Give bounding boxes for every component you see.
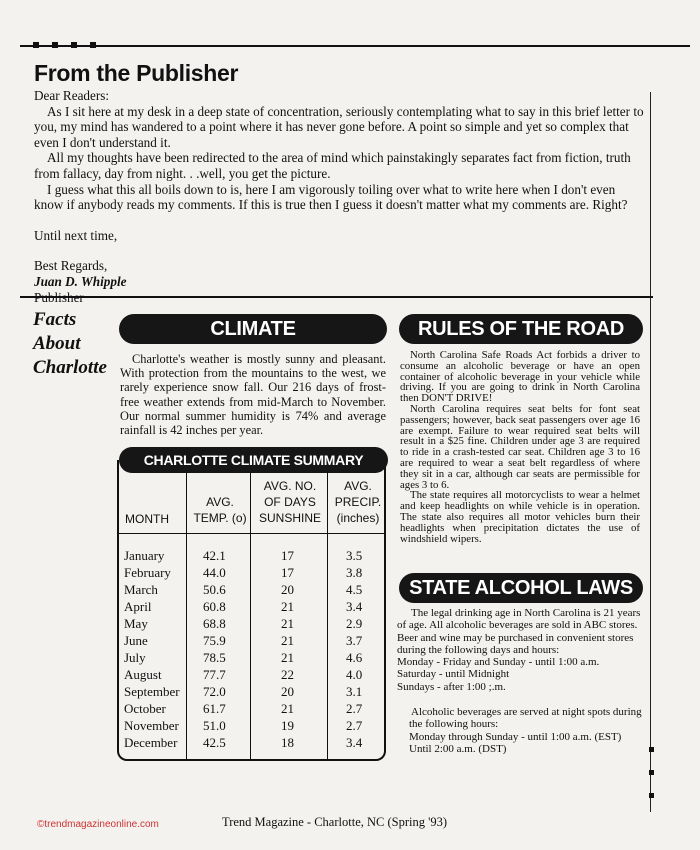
table-cell-precip: 3.8 bbox=[346, 565, 363, 580]
rules-paragraph: North Carolina Safe Roads Act forbids a driver to consume an alcoholic beverage or have an open container of alcoholic beverage in your vehicle while driving. If you are going to drink in North Carolina then DON'T DRIVE! bbox=[400, 349, 640, 405]
table-cell-temp: 68.8 bbox=[203, 616, 226, 631]
signature: Juan D. Whipple bbox=[34, 273, 127, 289]
months-column bbox=[124, 547, 180, 751]
table-cell-month: March bbox=[124, 582, 158, 597]
climate-paragraph: Charlotte's weather is mostly sunny and pleasant. With protection from the mountains to the west, we rarely experience snow fall. Our 216 days of frost-free weather extends from mid-March to November. Our normal summer humidity is 74% and average rainfall is 42 inches per year. bbox=[120, 352, 386, 438]
header-temp bbox=[190, 494, 250, 526]
night-hours: Until 2:00 a.m. (DST) bbox=[409, 742, 507, 755]
alcohol-hours: Monday - Friday and Sunday - until 1:00 a.m. bbox=[397, 656, 600, 669]
alcohol-text bbox=[397, 607, 642, 755]
facts-heading-line: Facts bbox=[33, 309, 77, 330]
table-cell-temp: 44.0 bbox=[203, 565, 226, 580]
table-cell-temp: 77.7 bbox=[203, 667, 226, 682]
header-sunshine-line: AVG. NO. bbox=[263, 479, 317, 493]
alcohol-heading: STATE ALCOHOL LAWS bbox=[399, 573, 643, 603]
table-cell-sunshine: 18 bbox=[281, 735, 294, 750]
climate-table-title bbox=[119, 447, 388, 473]
side-square bbox=[649, 747, 654, 752]
table-cell-temp: 60.8 bbox=[203, 599, 226, 614]
table-cell-precip: 2.9 bbox=[346, 616, 363, 631]
header-month: MONTH bbox=[125, 512, 169, 526]
table-cell-month: October bbox=[124, 701, 166, 716]
table-cell-temp: 78.5 bbox=[203, 650, 226, 665]
table-cell-precip: 4.6 bbox=[346, 650, 363, 665]
header-sunshine-line: SUNSHINE bbox=[258, 511, 321, 525]
watermark: ©trendmagazineonline.com bbox=[37, 819, 159, 830]
table-cell-precip: 3.7 bbox=[346, 633, 363, 648]
table-cell-month: November bbox=[124, 718, 179, 733]
table-cell-precip: 4.0 bbox=[346, 667, 363, 682]
table-cell-temp: 72.0 bbox=[203, 684, 226, 699]
table-cell-precip: 4.5 bbox=[346, 582, 363, 597]
letter-paragraph: I guess what this all boils down to is, here I am vigorously toiling over what to write here when I don't even know if anybody reads my comments. If this is true then I guess it doesn't matter what my comments are. Right? bbox=[34, 181, 628, 213]
table-cell-sunshine: 21 bbox=[281, 650, 294, 665]
rules-paragraph: The state requires all motorcyclists to wear a helmet and keep headlights on while vehicle is in operation. The state also requires all motor vehicles burn their headlights when precipitation dictates the use of windshield wipers. bbox=[400, 489, 640, 545]
table-cell-sunshine: 19 bbox=[281, 718, 294, 733]
temps-column bbox=[203, 547, 226, 751]
table-cell-sunshine: 17 bbox=[281, 548, 294, 563]
table-cell-month: June bbox=[124, 633, 148, 648]
table-cell-temp: 50.6 bbox=[203, 582, 226, 597]
letter-paragraph: As I sit here at my desk in a deep state of concentration, seriously contemplating what to say in this brief letter to you, my mind has wandered to a point where it has never gone before. A point so simple and yet so complex that even I don't understand it. bbox=[34, 103, 644, 150]
rules-heading: RULES OF THE ROAD bbox=[399, 314, 643, 344]
side-square bbox=[649, 793, 654, 798]
rules-paragraph: North Carolina requires seat belts for font seat passengers; however, back seat passengers over age 16 are exempt. Failure to wear required seat belts will result in a $25 fine. Children under age 3 are required to ride in a crash-tested car seat. Children age 3 to 16 are required to wear a seat belt regardless of where they sit in a car, although car seats are permissible for ages 3 to 6. bbox=[400, 402, 640, 491]
header-temp-line: AVG. bbox=[206, 495, 234, 509]
table-cell-temp: 75.9 bbox=[203, 633, 226, 648]
night-intro: Alcoholic beverages are served at night spots during the following hours: bbox=[409, 706, 642, 731]
table-cell-precip: 2.7 bbox=[346, 718, 363, 733]
table-divider bbox=[186, 472, 187, 760]
section-rule bbox=[20, 296, 653, 298]
table-cell-month: September bbox=[124, 684, 180, 699]
table-cell-precip: 3.4 bbox=[346, 735, 363, 750]
table-cell-temp: 61.7 bbox=[203, 701, 226, 716]
alcohol-hours: Sundays - after 1:00 ;.m. bbox=[397, 680, 506, 693]
header-temp-line: TEMP. (o) bbox=[193, 511, 247, 525]
table-cell-month: April bbox=[124, 599, 152, 614]
sunshine-column bbox=[281, 547, 294, 751]
header-precip-line: (inches) bbox=[336, 511, 380, 525]
table-cell-sunshine: 21 bbox=[281, 633, 294, 648]
table-cell-precip: 3.4 bbox=[346, 599, 363, 614]
table-cell-precip: 3.1 bbox=[346, 684, 363, 699]
facts-heading bbox=[33, 308, 107, 380]
table-cell-temp: 42.5 bbox=[203, 735, 226, 750]
table-cell-sunshine: 21 bbox=[281, 701, 294, 716]
table-cell-sunshine: 21 bbox=[281, 616, 294, 631]
letter-paragraph: All my thoughts have been redirected to the area of mind which painstakingly separates fact from fiction, truth from fallacy, day from night. . .well, you get the picture. bbox=[34, 150, 631, 181]
facts-heading-line: About bbox=[33, 333, 81, 354]
top-rule bbox=[20, 45, 690, 47]
climate-text bbox=[120, 352, 386, 437]
table-cell-month: May bbox=[124, 616, 148, 631]
table-cell-sunshine: 20 bbox=[281, 582, 294, 597]
alcohol-hours: Saturday - until Midnight bbox=[397, 668, 510, 681]
header-precip bbox=[329, 478, 387, 526]
table-cell-month: February bbox=[124, 565, 171, 580]
table-cell-month: August bbox=[124, 667, 162, 682]
table-divider bbox=[250, 472, 251, 760]
alcohol-intro: The legal drinking age in North Carolina is 21 years of age. All alcoholic beverages are sold in ABC stores. Beer and wine may be purchased in convenient stores during the following days and hours: bbox=[397, 607, 641, 656]
closing: Until next time, bbox=[34, 227, 118, 243]
table-cell-sunshine: 21 bbox=[281, 599, 294, 614]
table-cell-month: January bbox=[124, 548, 165, 563]
rules-text bbox=[400, 350, 640, 544]
facts-heading-line: Charlotte bbox=[33, 357, 107, 378]
table-cell-month: December bbox=[124, 735, 178, 750]
table-cell-temp: 51.0 bbox=[203, 718, 226, 733]
table-cell-temp: 42.1 bbox=[203, 548, 226, 563]
header-sunshine bbox=[252, 478, 328, 526]
header-sunshine-line: OF DAYS bbox=[264, 495, 316, 509]
publisher-letter bbox=[34, 88, 646, 305]
table-cell-sunshine: 17 bbox=[281, 565, 294, 580]
table-cell-sunshine: 22 bbox=[281, 667, 294, 682]
header-precip-line: PRECIP. bbox=[334, 495, 382, 509]
right-rule bbox=[650, 92, 651, 812]
footer: Trend Magazine - Charlotte, NC (Spring '93) bbox=[222, 815, 448, 829]
night-hours-block bbox=[397, 706, 642, 755]
table-cell-sunshine: 20 bbox=[281, 684, 294, 699]
page-title: From the Publisher bbox=[34, 60, 239, 86]
regards: Best Regards, bbox=[34, 258, 108, 274]
night-hours: Monday through Sunday - until 1:00 a.m. (EST) bbox=[409, 730, 622, 743]
table-cell-precip: 3.5 bbox=[346, 548, 363, 563]
climate-heading: CLIMATE bbox=[119, 314, 387, 344]
climate-table-title-text: CHARLOTTE CLIMATE SUMMARY bbox=[143, 452, 364, 468]
side-square bbox=[649, 770, 654, 775]
table-cell-precip: 2.7 bbox=[346, 701, 363, 716]
precip-column bbox=[346, 547, 362, 751]
greeting: Dear Readers: bbox=[34, 88, 110, 103]
header-precip-line: AVG. bbox=[344, 479, 372, 493]
table-header-rule bbox=[119, 533, 385, 534]
table-cell-month: July bbox=[124, 650, 146, 665]
